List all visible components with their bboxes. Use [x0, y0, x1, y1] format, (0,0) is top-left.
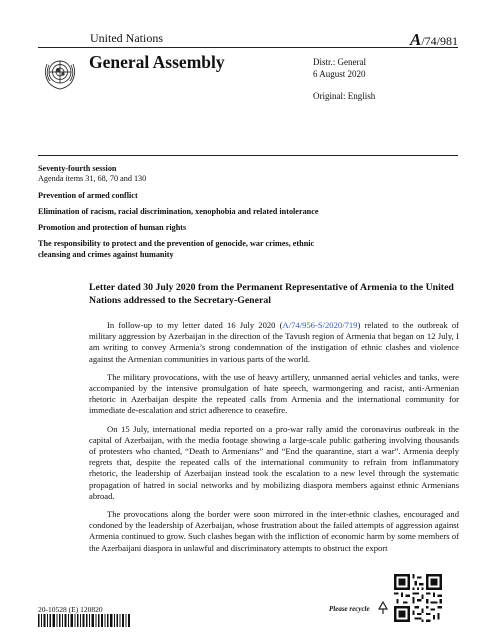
distribution: Distr.: General	[313, 57, 366, 67]
paragraph	[89, 320, 459, 365]
symbol-prefix: A	[409, 30, 422, 49]
job-number: 20-10528 (E) 120820	[38, 605, 103, 614]
agenda-items: Agenda items 31, 68, 70 and 130	[38, 174, 147, 184]
original-language: Original: English	[313, 91, 376, 101]
symbol-suffix: /74/981	[421, 34, 458, 48]
un-emblem-icon	[40, 52, 80, 92]
letter-title: Letter dated 30 July 2020 from the Permanent Representative of Armenia to the United Nations addressed to the Secretary-General	[89, 282, 454, 306]
paragraph: The military provocations, with the use of heavy artillery, unmanned aerial vehicles and tanks, were accompanied by the intensive promulgation of hate speech, warmongering and racist, anti-Armenian rhetoric in Azerbaijan despite the repeated calls from Armenia and the international community for immediate de-escalation and strict adherence to ceasefire.	[89, 371, 459, 416]
paragraph: The provocations along the border were soon mirrored in the inter-ethnic clashes, encouraged and condoned by the leadership of Azerbaijan, whose frustration about the failed attempts of aggression against Armenia continued to grow. Such clashes began with the infliction of economic harm by some members of the Azerbaijani diaspora in unlawful and discriminatory attempts to obstruct the export	[89, 509, 459, 553]
paragraph: On 15 July, international media reported on a pro-war rally amid the coronavirus outbreak in the capital of Azerbaijan, with the media footage showing a large-scale public gathering involving thousands of protesters who chanted, “Death to Armenians” and “End the quarantine, start a war”. Armenia deeply regrets that, despite the repeated calls of the international community to refrain from inflammatory rhetoric, the leadership of Azerbaijan instead took the escalation to a new level through the systematic propagation of hatred in social networks and by mobilizing diaspora members against ethnic Armenians abroad.	[89, 423, 459, 501]
document-link[interactable]: A/74/956-S/2020/719	[282, 320, 358, 330]
agenda-block	[38, 164, 338, 266]
document-meta	[313, 57, 375, 103]
organization-name: United Nations	[90, 31, 163, 45]
qr-code-icon	[394, 574, 442, 622]
agenda-topic: Prevention of armed conflict	[38, 190, 138, 200]
session-label: Seventy-fourth session	[38, 164, 117, 173]
document-date: 6 August 2020	[313, 68, 366, 79]
recycle-label: Please recycle	[329, 605, 370, 613]
recycle-icon	[377, 601, 389, 615]
meta-rule	[38, 155, 458, 156]
body-title: General Assembly	[89, 52, 225, 72]
barcode-icon	[38, 614, 130, 627]
paragraph-text: In follow-up to my letter dated 16 July 2020 (	[107, 320, 283, 330]
agenda-topic: Promotion and protection of human rights	[38, 223, 187, 233]
agenda-topic: Elimination of racism, racial discrimination, xenophobia and related intolerance	[38, 206, 319, 216]
header-rule	[38, 47, 458, 48]
agenda-topic: The responsibility to protect and the prevention of genocide, war crimes, ethnic cleansing and crimes against humanity	[38, 239, 315, 259]
letter-body	[89, 320, 459, 561]
paragraph-text: ) related to the outbreak of military aggression by Azerbaijan in the direction of the Tavush region of Armenia that began on 12 July, I am writing to convey Armenia’s strong condemnation of the instigation of ethnic clashes and violence against the Armenian communities in various parts of the world.	[89, 320, 459, 364]
